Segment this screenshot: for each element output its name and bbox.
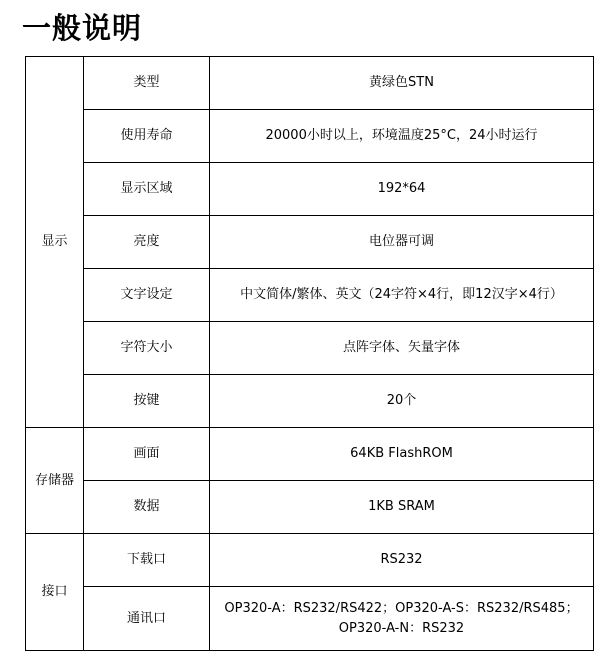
table-row bbox=[26, 375, 594, 428]
param-label: 文字设定 bbox=[84, 269, 210, 322]
param-value: 点阵字体、矢量字体 bbox=[210, 322, 594, 375]
param-value: 20个 bbox=[210, 375, 594, 428]
param-label: 显示区域 bbox=[84, 163, 210, 216]
table-row bbox=[26, 216, 594, 269]
param-value: 电位器可调 bbox=[210, 216, 594, 269]
param-value: 64KB FlashROM bbox=[210, 428, 594, 481]
param-value-line-1: OP320-A：RS232/RS422；OP320-A-S：RS232/RS485； bbox=[224, 600, 579, 616]
table-row bbox=[26, 322, 594, 375]
group-label-interface: 接口 bbox=[26, 534, 84, 651]
param-label: 类型 bbox=[84, 57, 210, 110]
param-value: 1KB SRAM bbox=[210, 481, 594, 534]
param-label: 通讯口 bbox=[84, 587, 210, 651]
group-label-memory: 存储器 bbox=[26, 428, 84, 534]
param-label: 画面 bbox=[84, 428, 210, 481]
param-label: 数据 bbox=[84, 481, 210, 534]
param-value: 20000小时以上，环境温度25°C，24小时运行 bbox=[210, 110, 594, 163]
param-label: 字符大小 bbox=[84, 322, 210, 375]
param-value: RS232 bbox=[210, 534, 594, 587]
table-row bbox=[26, 534, 594, 587]
table-row bbox=[26, 587, 594, 651]
param-value: 黄绿色STN bbox=[210, 57, 594, 110]
param-label: 下载口 bbox=[84, 534, 210, 587]
param-label: 亮度 bbox=[84, 216, 210, 269]
table-row bbox=[26, 428, 594, 481]
param-value-line-2: OP320-A-N：RS232 bbox=[338, 620, 465, 636]
group-label-display: 显示 bbox=[26, 57, 84, 428]
page-title: 一般说明 bbox=[22, 11, 143, 45]
param-value-multiline bbox=[210, 587, 594, 651]
param-label: 按键 bbox=[84, 375, 210, 428]
param-value: 192*64 bbox=[210, 163, 594, 216]
table-row bbox=[26, 57, 594, 110]
table-row bbox=[26, 481, 594, 534]
param-label: 使用寿命 bbox=[84, 110, 210, 163]
param-value: 中文简体/繁体、英文（24字符×4行，即12汉字×4行） bbox=[210, 269, 594, 322]
table-row bbox=[26, 269, 594, 322]
spec-table bbox=[25, 56, 594, 651]
table-row bbox=[26, 110, 594, 163]
table-row bbox=[26, 163, 594, 216]
